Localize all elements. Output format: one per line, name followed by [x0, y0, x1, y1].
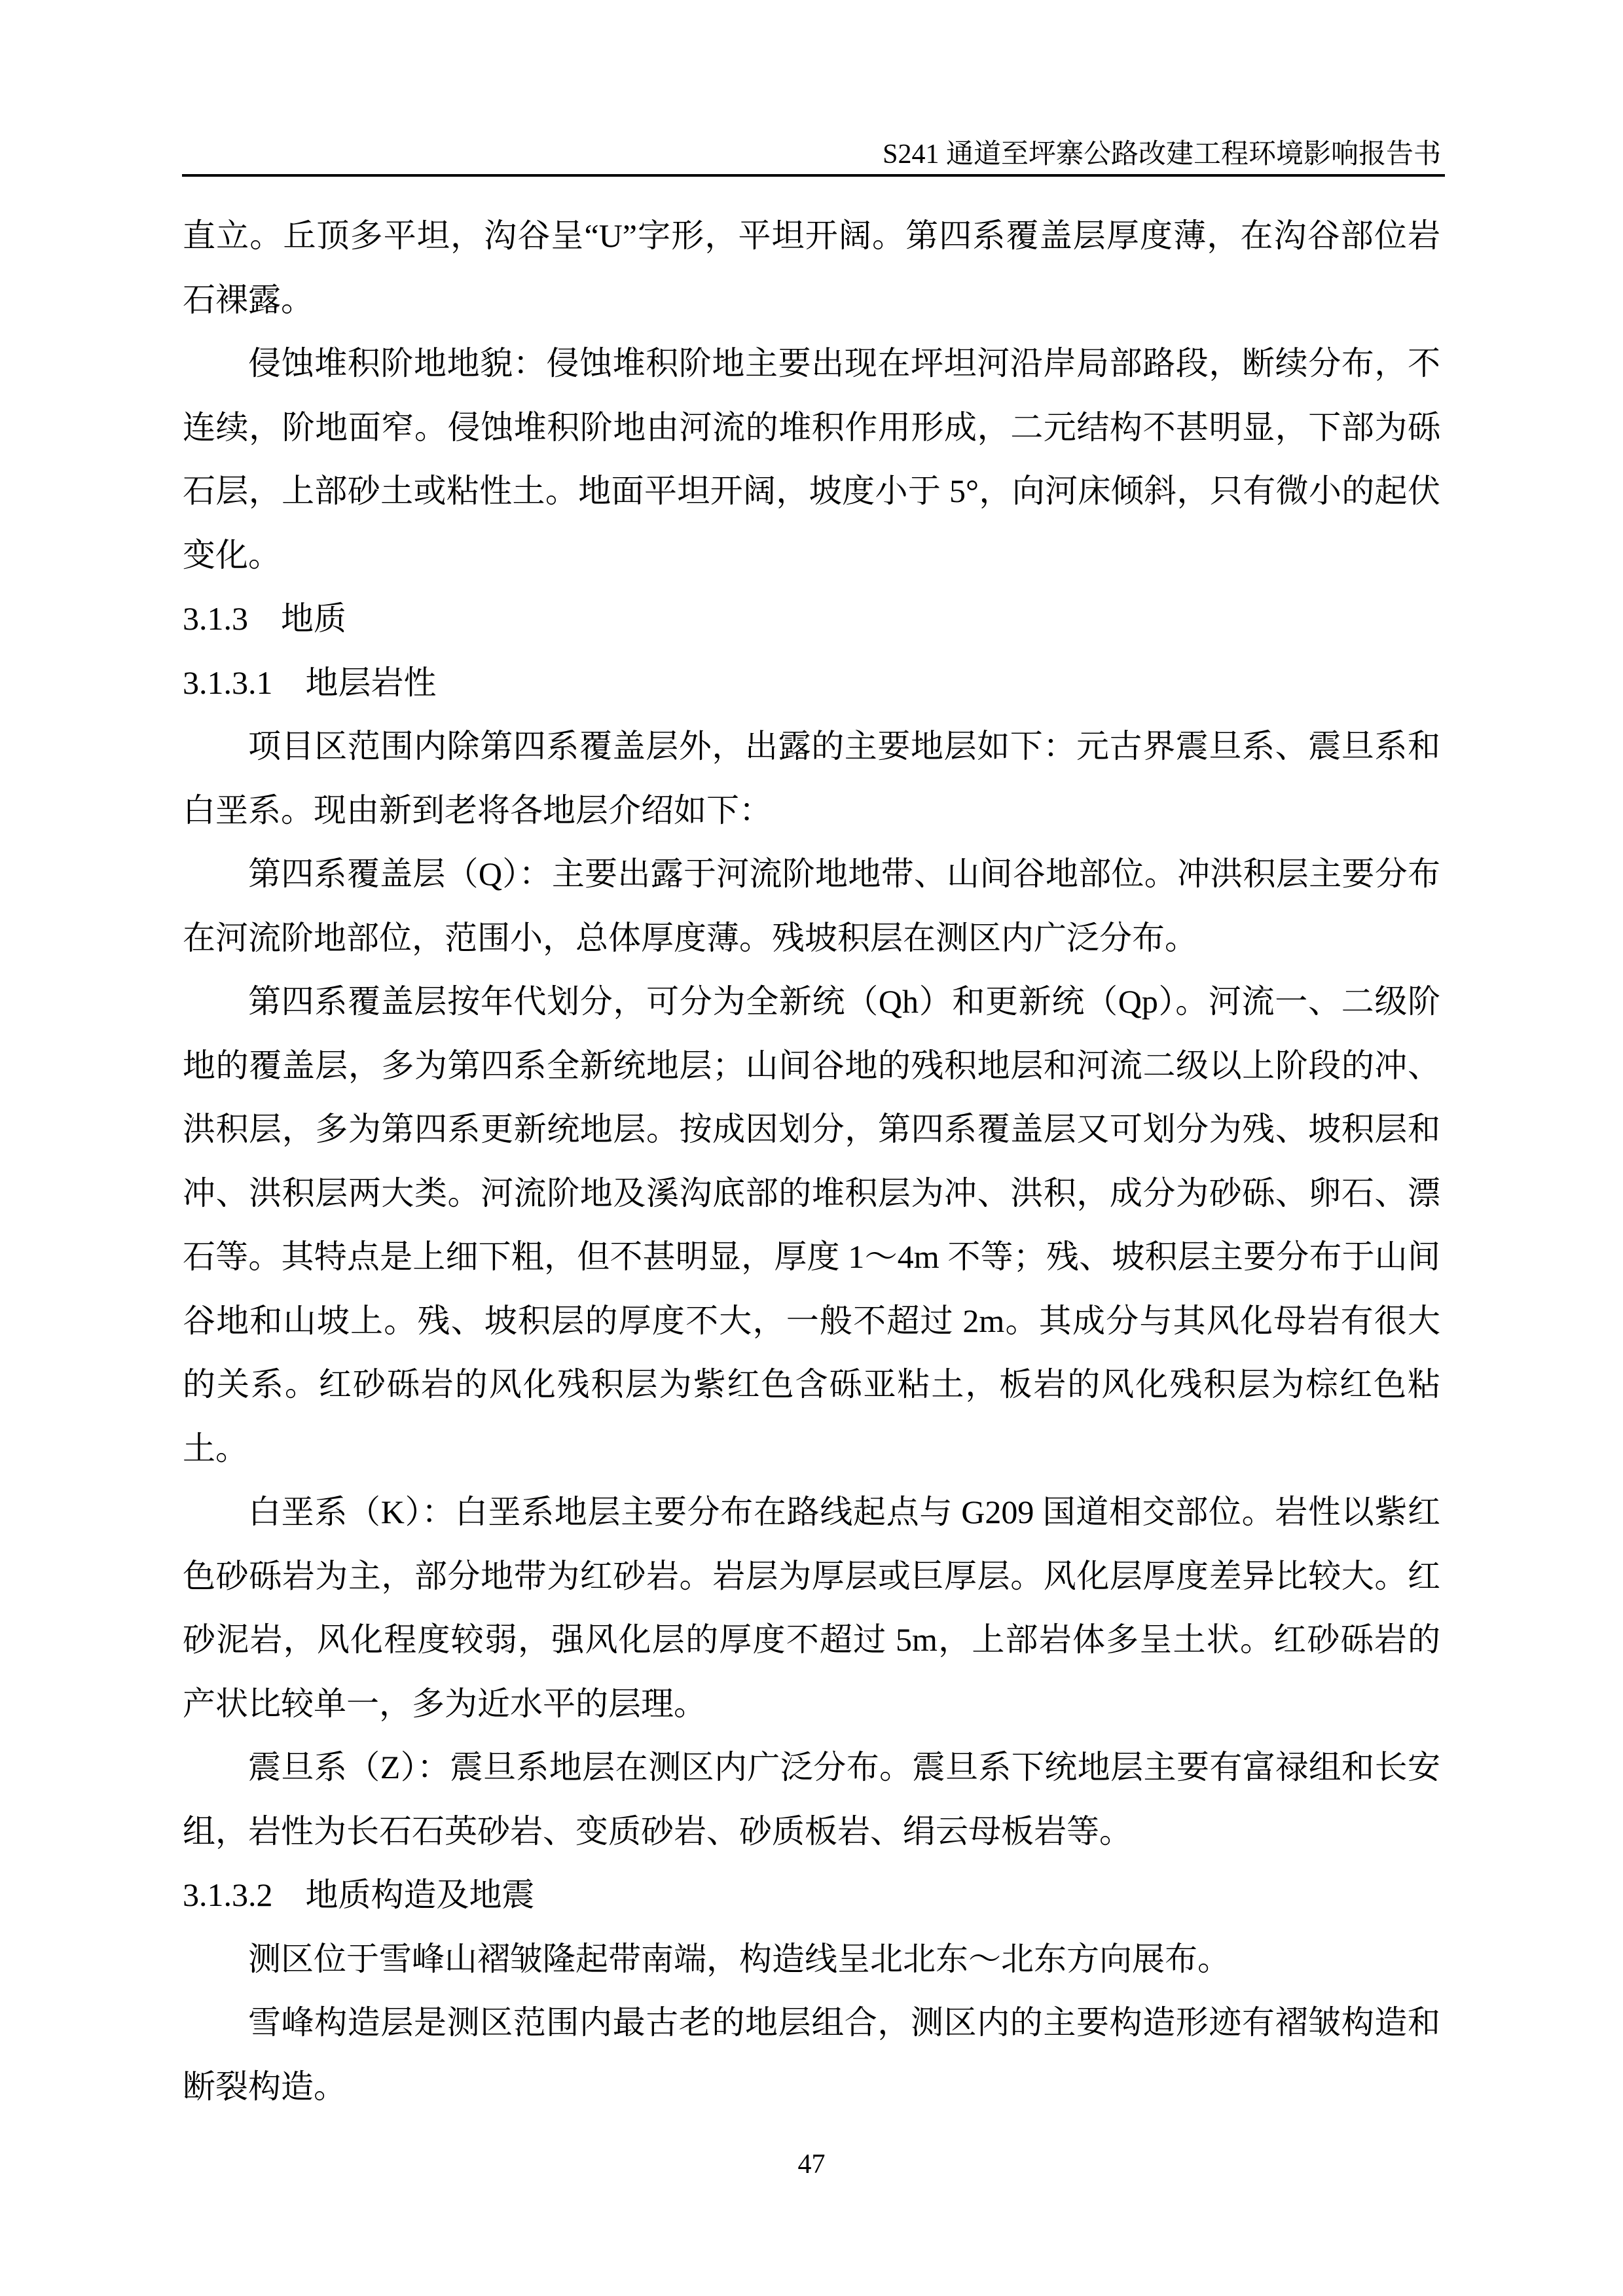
page-header-title: S241 通道至坪寨公路改建工程环境影响报告书 — [883, 139, 1441, 170]
section-heading-3-1-3-1-lithology: 3.1.3.1 地层岩性 — [183, 664, 437, 701]
document-body — [183, 204, 1440, 2119]
paragraph-cretaceous: 白垩系（K）：白垩系地层主要分布在路线起点与 G209 国道相交部位。岩性以紫红色砂砾岩为主，部分地带为红砂岩。岩层为厚层或巨厚层。风化层厚度差异比较大。红砂泥岩，风化程度较弱，强风化层的厚度不超过 5m，上部岩体多呈土状。红砂砾岩的产状比较单一，多为近水平的层理。 — [183, 1494, 1440, 1722]
paragraph-tectonic-line: 测区位于雪峰山褶皱隆起带南端，构造线呈北北东～北东方向展布。 — [248, 1940, 1230, 1977]
paragraph-continuation-landform: 直立。丘顶多平坦，沟谷呈“U”字形，平坦开阔。第四系覆盖层厚度薄，在沟谷部位岩石裸露。 — [183, 217, 1440, 318]
paragraph-xuefeng-structure: 雪峰构造层是测区范围内最古老的地层组合，测区内的主要构造形迹有褶皱构造和断裂构造。 — [183, 2004, 1440, 2105]
paragraph-sinian: 震旦系（Z）：震旦系地层在测区内广泛分布。震旦系下统地层主要有富禄组和长安组，岩性为长石石英砂岩、变质砂岩、砂质板岩、绢云母板岩等。 — [183, 1749, 1440, 1850]
paragraph-quaternary-cover: 第四系覆盖层（Q）：主要出露于河流阶地地带、山间谷地部位。冲洪积层主要分布在河流阶地部位，范围小，总体厚度薄。残坡积层在测区内广泛分布。 — [183, 855, 1440, 956]
paragraph-quaternary-division: 第四系覆盖层按年代划分，可分为全新统（Qh）和更新统（Qp）。河流一、二级阶地的覆盖层，多为第四系全新统地层；山间谷地的残积地层和河流二级以上阶段的冲、洪积层，多为第四系更新统地层。按成因划分，第四系覆盖层又可划分为残、坡积层和冲、洪积层两大类。河流阶地及溪沟底部的堆积层为冲、洪积，成分为砂砾、卵石、漂石等。其特点是上细下粗，但不甚明显，厚度 1～4m 不等；残、坡积层主要分布于山间谷地和山坡上。残、坡积层的厚度不大，一般不超过 2m。其成分与其风化母岩有很大的关系。红砂砾岩的风化残积层为紫红色含砾亚粘土，板岩的风化残积层为棕红色粘土。 — [183, 983, 1440, 1467]
paragraph-strata-overview: 项目区范围内除第四系覆盖层外，出露的主要地层如下：元古界震旦系、震旦系和白垩系。现由新到老将各地层介绍如下： — [183, 728, 1440, 829]
section-heading-3-1-3-geology: 3.1.3 地质 — [183, 600, 346, 637]
paragraph-erosion-terrace: 侵蚀堆积阶地地貌：侵蚀堆积阶地主要出现在坪坦河沿岸局部路段，断续分布，不连续，阶地面窄。侵蚀堆积阶地由河流的堆积作用形成，二元结构不甚明显，下部为砾石层，上部砂土或粘性土。地面平坦开阔，坡度小于 5°，向河床倾斜，只有微小的起伏变化。 — [183, 345, 1440, 573]
section-heading-3-1-3-2-structure-earthquake: 3.1.3.2 地质构造及地震 — [183, 1876, 535, 1913]
header-divider-line — [182, 174, 1445, 177]
page-number: 47 — [797, 2149, 826, 2179]
